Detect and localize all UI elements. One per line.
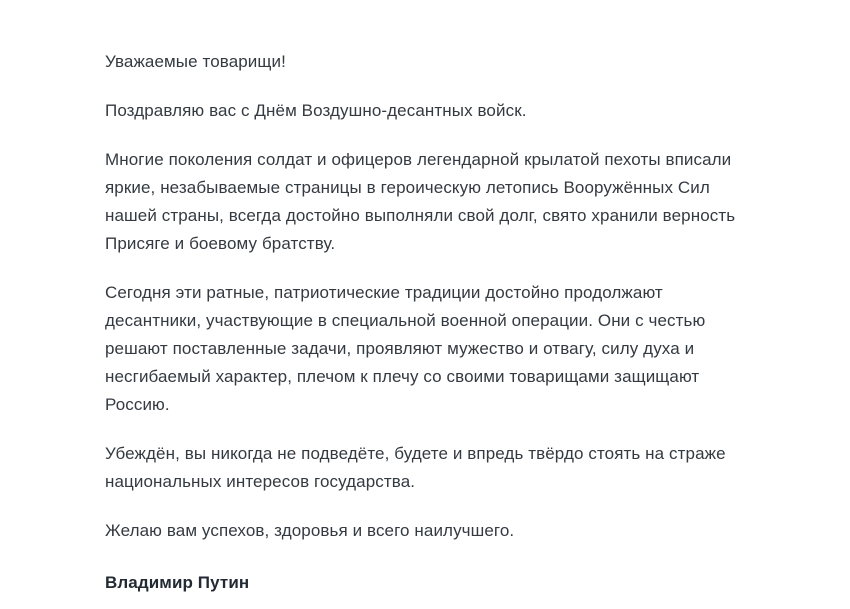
letter-paragraph: Сегодня эти ратные, патриотические традиции достойно продолжают десантники, участвующие в специальной военной операции. Они с честью решают поставленные задачи, проявляют мужество и отвагу, силу духа и несгибаемый характер, плечом к плечу со своими товарищами защищают Россию. <box>105 283 706 414</box>
letter-signature: Владимир Путин <box>105 573 250 592</box>
letter-paragraph: Поздравляю вас с Днём Воздушно-десантных войск. <box>105 101 527 120</box>
letter-paragraph: Желаю вам успехов, здоровья и всего наилучшего. <box>105 521 515 540</box>
letter-paragraph: Многие поколения солдат и офицеров легендарной крылатой пехоты вписали яркие, незабываемые страницы в героическую летопись Вооружённых Сил нашей страны, всегда достойно выполняли свой долг, свято хранили верность Присяге и боевому братству. <box>105 150 736 253</box>
letter-paragraph: Убеждён, вы никогда не подведёте, будете и впредь твёрдо стоять на страже национальных интересов государства. <box>105 444 726 491</box>
letter-salutation: Уважаемые товарищи! <box>105 52 286 71</box>
